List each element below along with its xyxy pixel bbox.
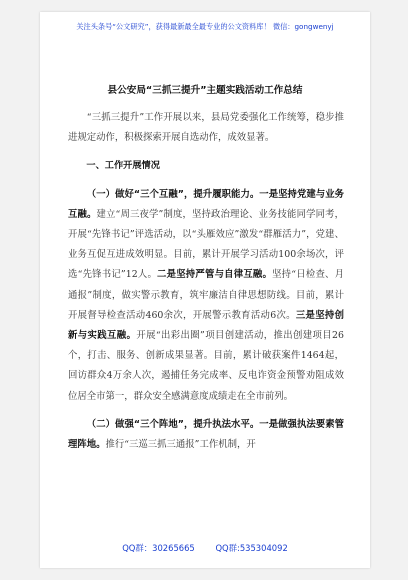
body-paragraph-2 — [68, 415, 344, 455]
footer-contact — [40, 542, 370, 554]
header-banner: 关注头条号“公文研究”，获得最新最全最专业的公文资料库！ 微信：gongwenyj — [76, 22, 334, 31]
document-page — [40, 12, 370, 568]
subpoint-3: 三是坚持创新与实践互融。 — [68, 309, 344, 342]
para2-text-1: 推行“三巡三抓三通报”工作机制，开 — [105, 439, 256, 451]
subheading-2: （二）做强“三个阵地”，提升执法水平。一是做强执法要素管理阵地。 — [68, 418, 344, 451]
intro-paragraph: “三抓三提升”工作开展以来，县局党委强化工作统筹，稳步推进规定动作，积极探索开展自选动作，成效显著。 — [68, 112, 344, 144]
document-body — [68, 108, 344, 455]
qq-group-1: QQ群：30265665 — [122, 543, 195, 553]
subpoint-2: 二是坚持严管与自律互融。 — [157, 269, 273, 281]
subheading-1: （一）做好“三个互融”，提升履职能力。一是坚持党建与业务互融。 — [68, 188, 344, 220]
document-title: 县公安局“三抓三提升”主题实践活动工作总结 — [107, 85, 303, 96]
para1-text-1: 建立“周三夜学”制度，坚持政治理论、业务技能同学同考，开展“先锋书记”评选活动，以“头雁效应”激发“群雁活力”，党建、业务互促互进成效明显。目前，累计开展学习活动100余场次，评选“先锋书记”12人。 — [68, 208, 344, 281]
para1-text-2: 坚持“日检查、月通报”制度，做实警示教育，筑牢廉洁自律思想防线。目前，累计开展督导检查活动460余次，开展警示教育活动6次。 — [68, 269, 344, 321]
body-paragraph-1 — [68, 185, 344, 407]
section-heading: 一、工作开展情况 — [86, 160, 160, 172]
qq-group-2: QQ群:535304092 — [215, 543, 288, 553]
para1-text-3: 开展“出彩出圈”项目创建活动，推出创建项目26个，打击、服务、创新成果显著。目前，累计破获案件1464起，回访群众4万余人次，遏捕任务完成率、反电诈资金预警劝阻成效位居全市第一，群众安全感满意度成绩走在全市前列。 — [68, 330, 344, 402]
